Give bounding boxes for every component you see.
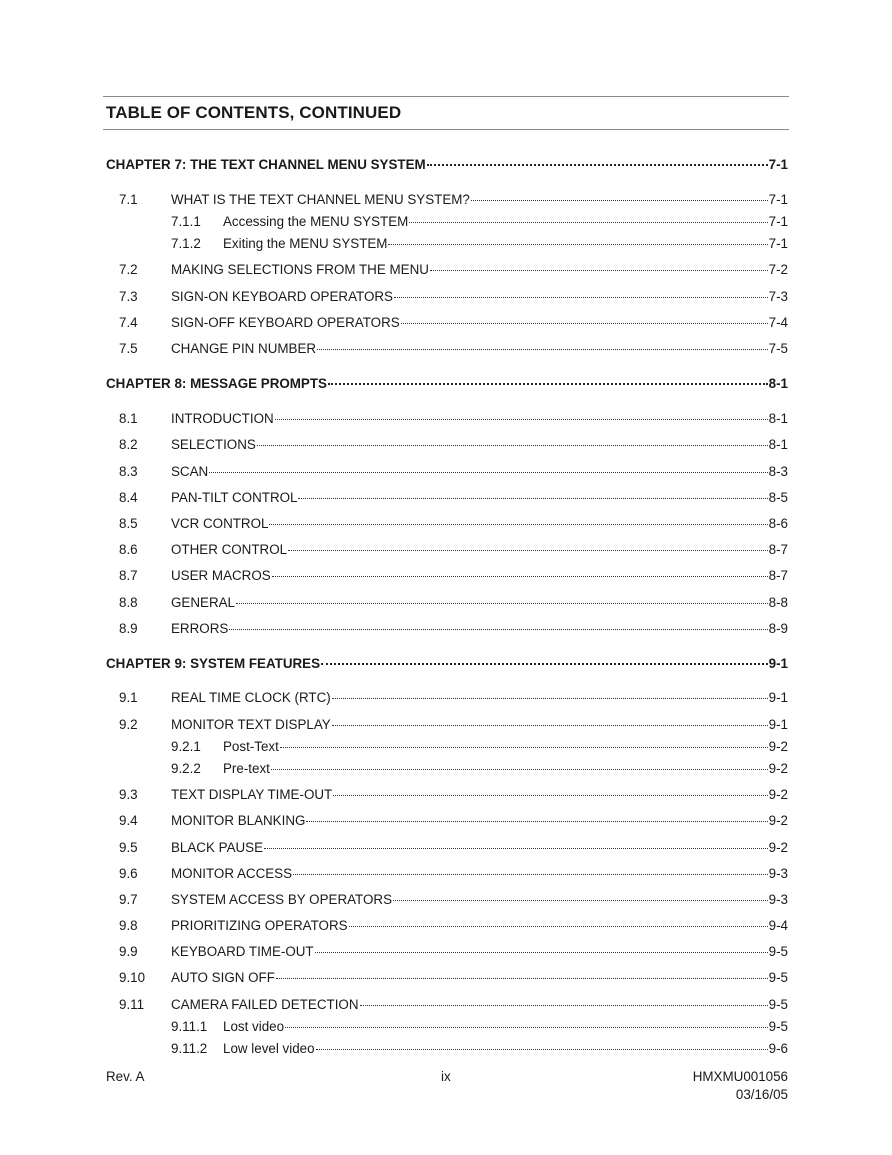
dot-leader — [471, 199, 768, 201]
toc-section-entry[interactable] — [0, 890, 892, 910]
toc-entry-body — [223, 234, 788, 254]
toc-entry-body — [171, 619, 788, 639]
toc-chapter-entry[interactable] — [0, 654, 892, 674]
toc-entry-title: ERRORS — [171, 621, 229, 636]
toc-entry-number: 9.2.2 — [171, 761, 201, 776]
toc-entry-body — [171, 995, 788, 1015]
toc-entry-title: OTHER CONTROL — [171, 542, 288, 557]
toc-section-entry[interactable] — [0, 968, 892, 988]
toc-entry-page: 9-3 — [768, 892, 788, 907]
toc-entry-page: 8-7 — [768, 568, 788, 583]
toc-entry-title: SCAN — [171, 464, 209, 479]
toc-entry-body — [171, 190, 788, 210]
toc-section-entry[interactable] — [0, 260, 892, 280]
toc-section-entry[interactable] — [0, 619, 892, 639]
toc-entry-title: MONITOR BLANKING — [171, 813, 306, 828]
toc-entry-page: 7-1 — [768, 157, 788, 172]
toc-entry-page: 7-4 — [768, 315, 788, 330]
toc-section-entry[interactable] — [0, 864, 892, 884]
toc-entry-number: 7.1.2 — [171, 236, 201, 251]
toc-entry-number: 7.4 — [119, 315, 138, 330]
toc-entry-body — [171, 540, 788, 560]
toc-entry-page: 8-1 — [768, 437, 788, 452]
dot-leader — [321, 662, 768, 665]
toc-entry-number: 8.3 — [119, 464, 138, 479]
dot-leader — [332, 697, 768, 699]
dot-leader — [236, 602, 768, 604]
toc-entry-title: SIGN-ON KEYBOARD OPERATORS — [171, 289, 393, 304]
toc-subsection-entry[interactable] — [0, 1017, 892, 1037]
toc-entry-page: 8-5 — [768, 490, 788, 505]
dot-leader — [306, 820, 767, 822]
toc-entry-page: 9-2 — [768, 787, 788, 802]
toc-entry-number: 9.5 — [119, 840, 138, 855]
toc-entry-number: 9.10 — [119, 970, 146, 985]
toc-entry-title: WHAT IS THE TEXT CHANNEL MENU SYSTEM? — [171, 192, 470, 207]
toc-entry-body — [106, 654, 788, 674]
toc-entry-page: 8-9 — [768, 621, 788, 636]
toc-entry-page: 9-4 — [768, 918, 788, 933]
toc-section-entry[interactable] — [0, 811, 892, 831]
dot-leader — [293, 873, 768, 875]
toc-entry-body — [223, 1039, 788, 1059]
toc-section-entry[interactable] — [0, 566, 892, 586]
toc-entry-number: 7.1 — [119, 192, 138, 207]
toc-entry-title: CHAPTER 7: THE TEXT CHANNEL MENU SYSTEM — [106, 157, 426, 172]
toc-entry-page: 9-1 — [768, 717, 788, 732]
toc-entry-body — [171, 409, 788, 429]
toc-entry-body — [171, 942, 788, 962]
toc-entry-title: REAL TIME CLOCK (RTC) — [171, 690, 331, 705]
dot-leader — [288, 549, 768, 551]
toc-entry-body — [171, 785, 788, 805]
toc-entry-number: 9.1 — [119, 690, 138, 705]
toc-entry-page: 9-2 — [768, 761, 788, 776]
toc-section-entry[interactable] — [0, 688, 892, 708]
toc-entry-number: 8.1 — [119, 411, 138, 426]
toc-entry-title: TEXT DISPLAY TIME-OUT — [171, 787, 333, 802]
toc-entry-title: Accessing the MENU SYSTEM — [223, 214, 409, 229]
toc-entry-title: SYSTEM ACCESS BY OPERATORS — [171, 892, 393, 907]
dot-leader — [276, 977, 768, 979]
toc-section-entry[interactable] — [0, 313, 892, 333]
toc-subsection-entry[interactable] — [0, 234, 892, 254]
toc-entry-title: CHAPTER 9: SYSTEM FEATURES — [106, 656, 321, 671]
toc-entry-page: 7-3 — [768, 289, 788, 304]
toc-entry-title: CAMERA FAILED DETECTION — [171, 997, 359, 1012]
dot-leader — [285, 1026, 768, 1028]
toc-entry-body — [171, 593, 788, 613]
toc-section-entry[interactable] — [0, 785, 892, 805]
toc-entry-title: BLACK PAUSE — [171, 840, 264, 855]
toc-entry-body — [106, 155, 788, 175]
toc-entry-body — [223, 759, 788, 779]
toc-section-entry[interactable] — [0, 287, 892, 307]
toc-entry-page: 9-2 — [768, 840, 788, 855]
toc-entry-number: 8.4 — [119, 490, 138, 505]
toc-subsection-entry[interactable] — [0, 1039, 892, 1059]
toc-entry-body — [171, 566, 788, 586]
dot-leader — [209, 471, 767, 473]
dot-leader — [271, 768, 768, 770]
toc-entry-title: KEYBOARD TIME-OUT — [171, 944, 314, 959]
toc-entry-number: 8.2 — [119, 437, 138, 452]
toc-entry-body — [171, 339, 788, 359]
toc-entry-page: 8-3 — [768, 464, 788, 479]
toc-entry-title: VCR CONTROL — [171, 516, 269, 531]
toc-section-entry[interactable] — [0, 514, 892, 534]
toc-entry-body — [171, 435, 788, 455]
toc-entry-title: PRIORITIZING OPERATORS — [171, 918, 348, 933]
toc-entry-body — [171, 313, 788, 333]
toc-entry-page: 7-1 — [768, 236, 788, 251]
toc-entry-page: 9-5 — [768, 1019, 788, 1034]
dot-leader — [332, 724, 768, 726]
toc-entry-body — [171, 864, 788, 884]
toc-entry-number: 9.9 — [119, 944, 138, 959]
toc-entry-title: MAKING SELECTIONS FROM THE MENU — [171, 262, 429, 277]
toc-entry-title: Exiting the MENU SYSTEM — [223, 236, 388, 251]
toc-entry-body — [171, 968, 788, 988]
toc-entry-number: 8.9 — [119, 621, 138, 636]
page-title: TABLE OF CONTENTS, CONTINUED — [106, 103, 402, 122]
toc-entry-number: 8.8 — [119, 595, 138, 610]
toc-entry-number: 9.3 — [119, 787, 138, 802]
toc-entry-page: 7-5 — [768, 341, 788, 356]
toc-entry-body — [171, 916, 788, 936]
toc-entry-body — [171, 462, 788, 482]
toc-subsection-entry[interactable] — [0, 759, 892, 779]
toc-entry-body — [106, 374, 788, 394]
dot-leader — [328, 382, 768, 385]
toc-entry-page: 8-1 — [768, 376, 788, 391]
toc-section-entry[interactable] — [0, 540, 892, 560]
toc-entry-page: 7-2 — [768, 262, 788, 277]
toc-entry-number: 9.11.2 — [171, 1041, 208, 1056]
toc-entry-body — [171, 488, 788, 508]
toc-entry-number: 9.2 — [119, 717, 138, 732]
toc-entry-body — [171, 514, 788, 534]
toc-entry-number: 9.6 — [119, 866, 138, 881]
toc-entry-body — [171, 287, 788, 307]
toc-entry-number: 7.3 — [119, 289, 138, 304]
dot-leader — [316, 1048, 768, 1050]
dot-leader — [401, 322, 768, 324]
toc-entry-number: 7.1.1 — [171, 214, 201, 229]
dot-leader — [409, 221, 767, 223]
footer-page-number: ix — [441, 1069, 451, 1084]
toc-entry-number: 9.8 — [119, 918, 138, 933]
footer-date: 03/16/05 — [735, 1087, 788, 1102]
toc-entry-number: 7.2 — [119, 262, 138, 277]
dot-leader — [430, 269, 768, 271]
toc-entry-page: 9-6 — [768, 1041, 788, 1056]
toc-section-entry[interactable] — [0, 916, 892, 936]
toc-entry-title: AUTO SIGN OFF — [171, 970, 275, 985]
dot-leader — [269, 523, 767, 525]
dot-leader — [315, 951, 768, 953]
toc-entry-title: Pre-text — [223, 761, 270, 776]
toc-entry-title: SIGN-OFF KEYBOARD OPERATORS — [171, 315, 400, 330]
toc-subsection-entry[interactable] — [0, 212, 892, 232]
toc-entry-body — [171, 890, 788, 910]
toc-entry-page: 8-6 — [768, 516, 788, 531]
toc-entry-body — [171, 811, 788, 831]
dot-leader — [349, 925, 768, 927]
toc-entry-number: 9.4 — [119, 813, 138, 828]
toc-entry-body — [171, 838, 788, 858]
footer-doc-number: HMXMU001056 — [692, 1069, 788, 1084]
toc-entry-page: 9-5 — [768, 970, 788, 985]
toc-entry-page: 9-1 — [768, 690, 788, 705]
toc-entry-number: 9.2.1 — [171, 739, 201, 754]
dot-leader — [317, 348, 768, 350]
toc-section-entry[interactable] — [0, 593, 892, 613]
toc-section-entry[interactable] — [0, 715, 892, 735]
toc-section-entry[interactable] — [0, 435, 892, 455]
toc-subsection-entry[interactable] — [0, 737, 892, 757]
toc-entry-page: 7-1 — [768, 214, 788, 229]
toc-entry-number: 9.11 — [119, 997, 145, 1012]
toc-entry-page: 9-3 — [768, 866, 788, 881]
toc-entry-title: SELECTIONS — [171, 437, 256, 452]
toc-section-entry[interactable] — [0, 995, 892, 1015]
toc-chapter-entry[interactable] — [0, 374, 892, 394]
dot-leader — [275, 418, 768, 420]
toc-entry-number: 9.11.1 — [171, 1019, 208, 1034]
dot-leader — [280, 746, 768, 748]
toc-section-entry[interactable] — [0, 462, 892, 482]
toc-entry-number: 7.5 — [119, 341, 138, 356]
footer-revision: Rev. A — [106, 1069, 145, 1084]
dot-leader — [257, 444, 768, 446]
toc-entry-title: USER MACROS — [171, 568, 271, 583]
toc-entry-body — [223, 1017, 788, 1037]
dot-leader — [388, 243, 767, 245]
toc-section-entry[interactable] — [0, 409, 892, 429]
toc-chapter-entry[interactable] — [0, 155, 892, 175]
toc-entry-page: 9-2 — [768, 739, 788, 754]
toc-section-entry[interactable] — [0, 942, 892, 962]
toc-entry-number: 8.6 — [119, 542, 138, 557]
toc-entry-title: Lost video — [223, 1019, 285, 1034]
toc-entry-title: INTRODUCTION — [171, 411, 274, 426]
toc-entry-body — [171, 715, 788, 735]
toc-entry-body — [171, 688, 788, 708]
toc-entry-body — [223, 212, 788, 232]
dot-leader — [333, 794, 767, 796]
toc-entry-page: 8-8 — [768, 595, 788, 610]
dot-leader — [427, 163, 768, 166]
dot-leader — [393, 899, 768, 901]
toc-section-entry[interactable] — [0, 190, 892, 210]
toc-entry-body — [223, 737, 788, 757]
toc-section-entry[interactable] — [0, 838, 892, 858]
toc-entry-title: PAN-TILT CONTROL — [171, 490, 298, 505]
toc-entry-title: CHANGE PIN NUMBER — [171, 341, 317, 356]
toc-entry-page: 8-1 — [768, 411, 788, 426]
toc-entry-number: 9.7 — [119, 892, 138, 907]
toc-entry-page: 9-5 — [768, 997, 788, 1012]
dot-leader — [360, 1004, 768, 1006]
toc-entry-page: 9-5 — [768, 944, 788, 959]
toc-entry-title: CHAPTER 8: MESSAGE PROMPTS — [106, 376, 327, 391]
toc-entry-number: 8.7 — [119, 568, 138, 583]
toc-entry-title: MONITOR ACCESS — [171, 866, 293, 881]
toc-entry-body — [171, 260, 788, 280]
toc-entry-page: 9-1 — [768, 656, 788, 671]
dot-leader — [272, 575, 768, 577]
dot-leader — [394, 296, 768, 298]
toc-entry-title: GENERAL — [171, 595, 235, 610]
dot-leader — [229, 628, 767, 630]
toc-section-entry[interactable] — [0, 339, 892, 359]
toc-entry-title: Low level video — [223, 1041, 315, 1056]
toc-entry-page: 8-7 — [768, 542, 788, 557]
toc-entry-page: 9-2 — [768, 813, 788, 828]
toc-entry-title: Post-Text — [223, 739, 279, 754]
toc-entry-page: 7-1 — [768, 192, 788, 207]
dot-leader — [298, 497, 767, 499]
dot-leader — [264, 847, 768, 849]
toc-entry-number: 8.5 — [119, 516, 138, 531]
toc-section-entry[interactable] — [0, 488, 892, 508]
toc-entry-title: MONITOR TEXT DISPLAY — [171, 717, 331, 732]
